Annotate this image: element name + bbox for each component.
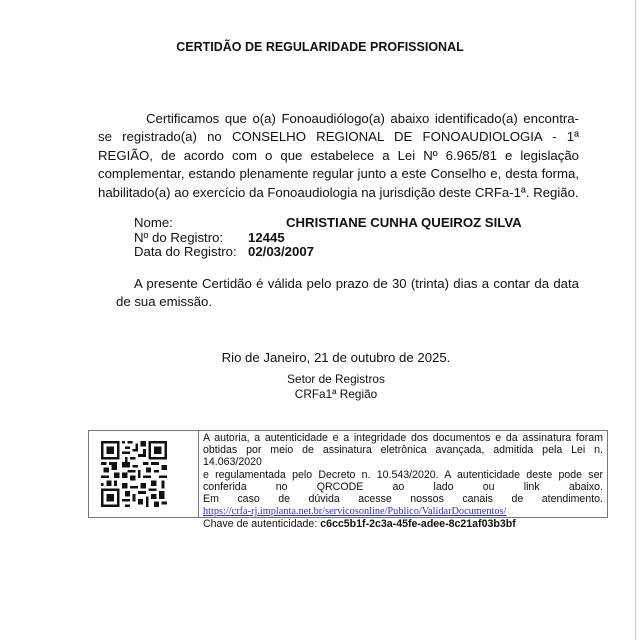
page-edge (635, 0, 636, 640)
authentication-text (203, 432, 603, 531)
validity-paragraph (116, 275, 579, 311)
auth-line-3: e regulamentada pelo Decreto n. 10.543/2020. A autenticidade deste pode ser (203, 468, 603, 481)
sector-name: Setor de Registros (287, 372, 385, 386)
auth-line-5: Em caso de dúvida acesse nossos canais de atendimento. (203, 493, 603, 506)
validity-text: A presente Certidão é válida pelo prazo de 30 (trinta) dias a contar da data de sua emissão. (116, 276, 579, 309)
auth-line-4: conferida no QRCODE ao lado ou link abaixo. (203, 480, 603, 493)
auth-key-label: Chave de autenticidade: (203, 518, 321, 531)
signature-block (0, 372, 640, 402)
validation-link-line (203, 505, 603, 518)
registry-date-value: 02/03/2007 (248, 244, 315, 259)
qr-code-icon[interactable] (101, 441, 167, 507)
authentication-box (88, 430, 608, 531)
registry-value: 12445 (248, 229, 285, 245)
name-label: Nome: (134, 215, 173, 230)
sector-region: CRFa1ª Região (294, 387, 378, 401)
registry-label: Nº do Registro: (134, 229, 224, 245)
name-value: CHRISTIANE CUNHA QUEIROZ SILVA (286, 215, 522, 230)
registry-date-label: Data do Registro: (134, 244, 237, 259)
validation-link[interactable]: https://crfa-rj.implanta.net.br/servicosonline/Publico/ValidarDocumentos/ (203, 506, 507, 518)
auth-line-2: obtidas por meio de assinatura eletrônica avançada, admitida pela Lei n. 14.063/2020 (203, 444, 603, 469)
auth-key-value: c6cc5b1f-2c3a-45fe-adee-8c21af03b3bf (320, 518, 516, 531)
certification-paragraph (98, 110, 579, 202)
qr-cell (89, 431, 199, 517)
certification-text: Certificamos que o(a) Fonoaudiólogo(a) abaixo identificado(a) encontra-se registrado(a) no CONSELHO REGIONAL DE FONOAUDIOLOGIA - 1ª REGIÃO, de acordo com o que estabelece a Lei Nº 6.965/81 e legislação complementar, estando plenamente regular junto a este Conselho e, desta forma, habilitado(a) ao exercício da Fonoaudiologia na jurisdição deste CRFa-1ª. Região. (98, 111, 579, 200)
auth-line-1: A autoria, a autenticidade e a integridade dos documentos e da assinatura foram (203, 432, 603, 444)
auth-key-line (203, 518, 603, 530)
page-title: CERTIDÃO DE REGULARIDADE PROFISSIONAL (176, 40, 464, 54)
place-date: Rio de Janeiro, 21 de outubro de 2025. (221, 350, 451, 365)
